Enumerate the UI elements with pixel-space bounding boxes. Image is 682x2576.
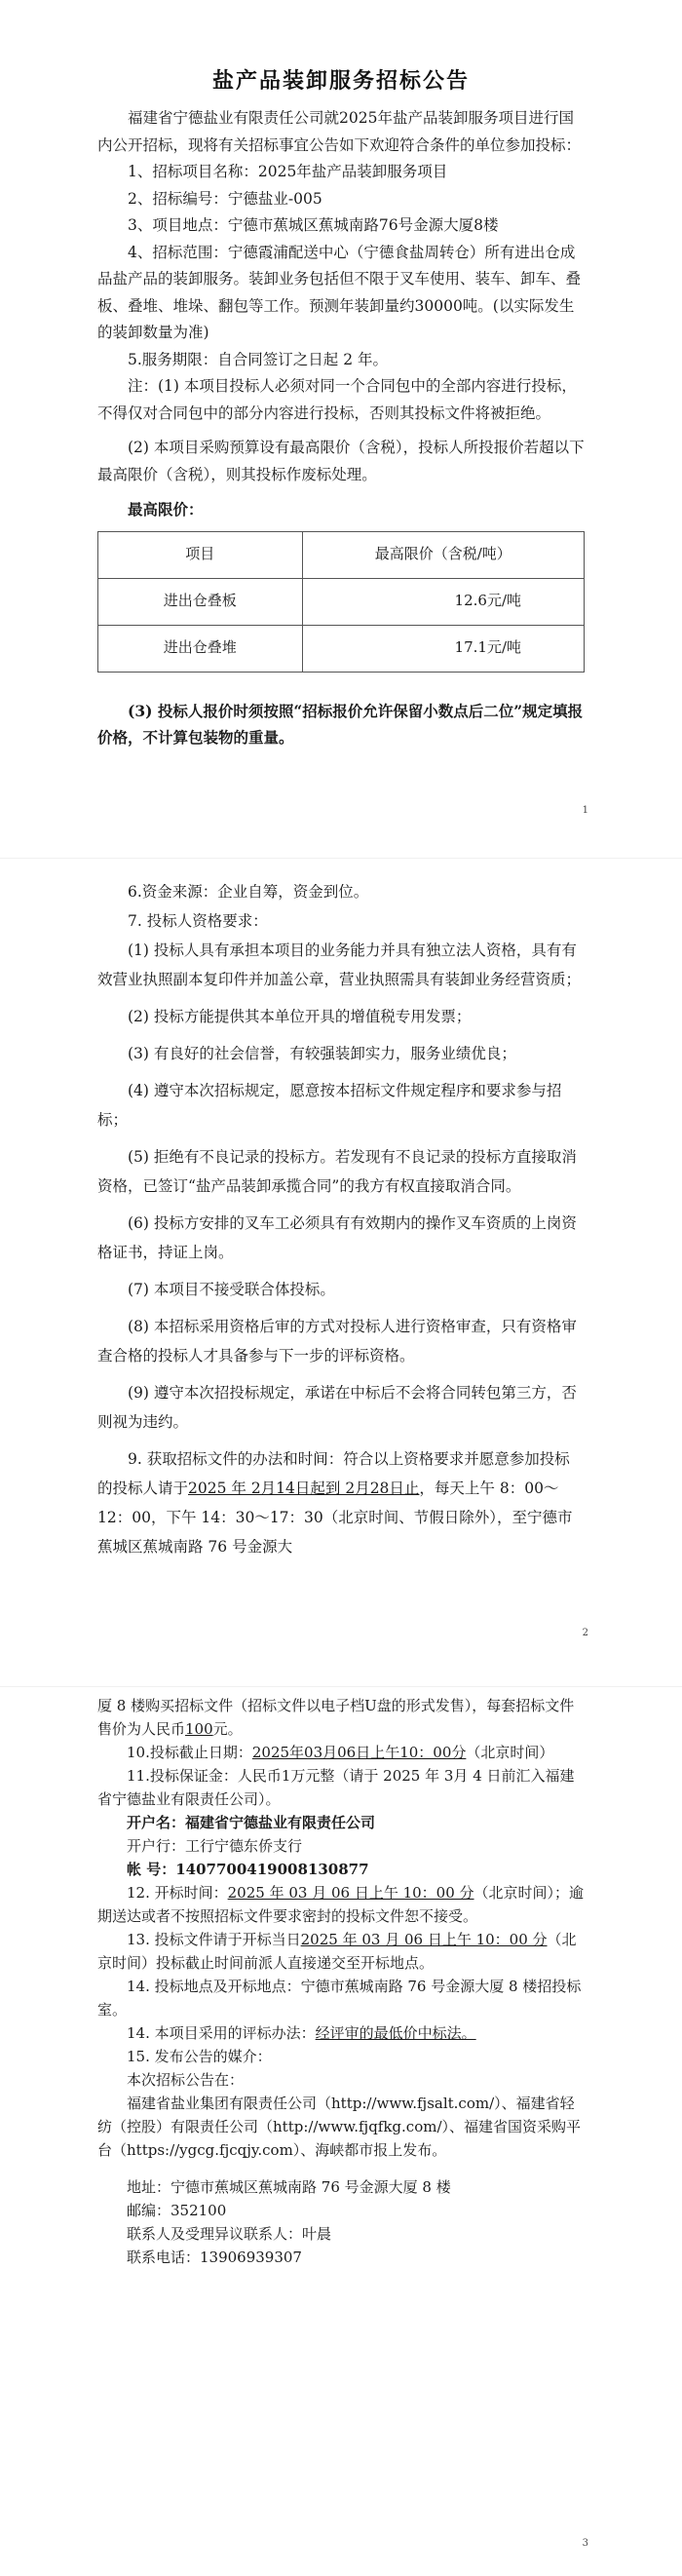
account-number: 帐 号：1407700419008130877 bbox=[127, 1861, 369, 1878]
page-number: 3 bbox=[582, 2538, 588, 2549]
item-tender-scope: 4、招标范围：宁德霞浦配送中心（宁德食盐周转仓）所有进出仓成品盐产品的装卸服务。装卸业务包括但不限于叉车使用、装车、卸车、叠板、叠堆、堆垛、翻包等工作。预测年装卸量约30000吨。(以实际发生的装卸数量为准) bbox=[97, 243, 582, 341]
requirement-9: (9) 遵守本次招投标规定，承诺在中标后不会将合同转包第三方，否则视为违约。 bbox=[97, 1384, 577, 1431]
obtain-text-post: ，每天上午 8：00～12：00，下午 14：30～17：30（北京时间、节假日除外），至宁德市蕉城区蕉城南路 76 号金源大 bbox=[97, 1480, 573, 1556]
account-name: 开户名：福建省宁德盐业有限责任公司 bbox=[127, 1814, 376, 1831]
contact-address: 地址：宁德市蕉城区蕉城南路 76 号金源大厦 8 楼 bbox=[127, 2178, 451, 2196]
intro-paragraph: 福建省宁德盐业有限责任公司就2025年盐产品装卸服务项目进行国内公开招标，现将有关招标事宜公告如下欢迎符合条件的单位参加投标： bbox=[97, 109, 582, 154]
table-header-row bbox=[98, 531, 585, 578]
evaluation-value: 经评审的最低价中标法。 bbox=[315, 2024, 476, 2042]
requirement-6: (6) 投标方安排的叉车工必须具有有效期内的操作叉车资质的上岗资格证书，持证上岗。 bbox=[97, 1214, 577, 1261]
page-2 bbox=[0, 858, 682, 1686]
contact-phone: 联系电话：13906939307 bbox=[127, 2249, 302, 2266]
publication-media-heading: 15. 发布公告的媒介： bbox=[127, 2048, 272, 2065]
deadline-tz: （北京时间） bbox=[466, 1744, 554, 1761]
table-cell: 12.6元/吨 bbox=[302, 578, 584, 625]
table-cell: 进出仓叠板 bbox=[98, 578, 303, 625]
opening-label: 12. 开标时间： bbox=[127, 1884, 228, 1902]
obtain-documents-paragraph bbox=[97, 1444, 585, 1561]
table-row bbox=[98, 578, 585, 625]
deadline-label: 10.投标截止日期： bbox=[127, 1744, 252, 1761]
qualification-heading: 7. 投标人资格要求： bbox=[128, 912, 268, 930]
bid-location: 14. 投标地点及开标地点：宁德市蕉城南路 76 号金源大厦 8 楼招投标室。 bbox=[97, 1978, 582, 2019]
table-header-cell: 最高限价（含税/吨） bbox=[302, 531, 584, 578]
page-3-content bbox=[97, 1694, 585, 2269]
note-2: (2) 本项目采购预算设有最高限价（含税），投标人所投报价若超以下最高限价（含税），则其投标作废标处理。 bbox=[97, 439, 585, 483]
publication-intro: 本次招标公告在： bbox=[127, 2071, 245, 2089]
requirement-2: (2) 投标方能提供其本单位开具的增值税专用发票； bbox=[128, 1008, 472, 1025]
page-1 bbox=[0, 0, 682, 858]
item-project-name: 1、招标项目名称：2025年盐产品装卸服务项目 bbox=[128, 163, 448, 180]
item-tender-number: 2、招标编号：宁德盐业-005 bbox=[128, 189, 322, 208]
contact-postcode: 邮编：352100 bbox=[127, 2202, 227, 2219]
item-project-location: 3、项目地点：宁德市蕉城区蕉城南路76号金源大厦8楼 bbox=[128, 216, 499, 234]
contact-person: 联系人及受理异议联系人：叶晨 bbox=[127, 2225, 332, 2243]
bid-deadline bbox=[97, 1741, 585, 1764]
page-2-content bbox=[97, 877, 585, 1561]
submission-date: 2025 年 03 月 06 日上午 10：00 分 bbox=[300, 1931, 548, 1948]
opening-time bbox=[97, 1881, 585, 1928]
table-cell: 进出仓叠堆 bbox=[98, 625, 303, 672]
bid-bond: 11.投标保证金：人民币1万元整（请于 2025 年 3月 4 日前汇入福建省宁德盐业有限责任公司）。 bbox=[97, 1767, 575, 1808]
submission-text-post: （北京时间）投标截止时间前派人直接递交至开标地点。 bbox=[97, 1931, 577, 1972]
submission-instructions bbox=[97, 1928, 585, 1975]
bank-name: 开户行：工行宁德东侨支行 bbox=[127, 1837, 303, 1855]
purchase-text: 厦 8 楼购买招标文件（招标文件以电子档U盘的形式发售），每套招标文件售价为人民币 bbox=[97, 1697, 575, 1738]
submission-label: 13. 投标文件请于开标当日 bbox=[127, 1931, 301, 1948]
purchase-continuation bbox=[97, 1694, 585, 1741]
evaluation-method bbox=[97, 2021, 585, 2045]
max-price-label: 最高限价： bbox=[128, 500, 204, 519]
requirement-3: (3) 有良好的社会信誉，有较强装卸实力，服务业绩优良； bbox=[128, 1045, 516, 1062]
page-title: 盐产品装卸服务招标公告 bbox=[211, 68, 470, 94]
page-3 bbox=[0, 1686, 682, 2576]
requirement-4: (4) 遵守本次招标规定，愿意按本招标文件规定程序和要求参与招标； bbox=[97, 1082, 562, 1129]
page-1-content bbox=[97, 105, 585, 751]
requirement-7: (7) 本项目不接受联合体投标。 bbox=[128, 1281, 335, 1298]
item-service-period: 5.服务期限：自合同签订之日起 2 年。 bbox=[128, 350, 389, 368]
obtain-text-pre: 9. 获取招标文件的办法和时间：符合以上资格要求并愿意参加投标的投标人请于 bbox=[97, 1450, 570, 1497]
requirement-8: (8) 本招标采用资格后审的方式对投标人进行资格审查，只有资格审查合格的投标人才具备参与下一步的评标资格。 bbox=[97, 1318, 577, 1365]
opening-text-post: （北京时间）；逾期送达或者不按照招标文件要求密封的投标文件恕不接受。 bbox=[97, 1884, 585, 1925]
page-number: 1 bbox=[582, 805, 588, 816]
page-number: 2 bbox=[582, 1628, 588, 1638]
table-row bbox=[98, 625, 585, 672]
table-cell: 17.1元/吨 bbox=[302, 625, 584, 672]
table-header-cell: 项目 bbox=[98, 531, 303, 578]
price-table bbox=[97, 531, 585, 673]
deadline-date: 2025年03月06日上午10：00分 bbox=[251, 1744, 467, 1761]
publication-media-list: 福建省盐业集团有限责任公司（http://www.fjsalt.com/）、福建省轻纺（控股）有限责任公司（http://www.fjqfkg.com/）、福建省国资采购平台（https://ygcg.fjcqjy.com）、海峡都市报上发布。 bbox=[97, 2095, 582, 2159]
opening-date: 2025 年 03 月 06 日上午 10：00 分 bbox=[227, 1884, 474, 1902]
purchase-text-post: 元。 bbox=[212, 1720, 243, 1738]
requirement-1: (1) 投标人具有承担本项目的业务能力并具有独立法人资格，具有有效营业执照副本复印件并加盖公章，营业执照需具有装卸业务经营资质； bbox=[97, 942, 582, 988]
requirement-5: (5) 拒绝有不良记录的投标方。若发现有不良记录的投标方直接取消资格，已签订“盐产品装卸承揽合同”的我方有权直接取消合同。 bbox=[97, 1148, 577, 1195]
funding-source: 6.资金来源：企业自筹，资金到位。 bbox=[128, 883, 369, 901]
obtain-date-range: 2025 年 2月14日起到 2月28日止 bbox=[188, 1480, 420, 1497]
document-price: 100 bbox=[185, 1720, 213, 1738]
note-1: 注：(1) 本项目投标人必须对同一个合同包中的全部内容进行投标，不得仅对合同包中的部分内容进行投标，否则其投标文件将被拒绝。 bbox=[97, 377, 577, 422]
evaluation-label: 14. 本项目采用的评标办法： bbox=[127, 2024, 316, 2042]
note-3: (3) 投标人报价时须按照“招标报价允许保留小数点后二位”规定填报价格，不计算包装物的重量。 bbox=[97, 701, 584, 747]
